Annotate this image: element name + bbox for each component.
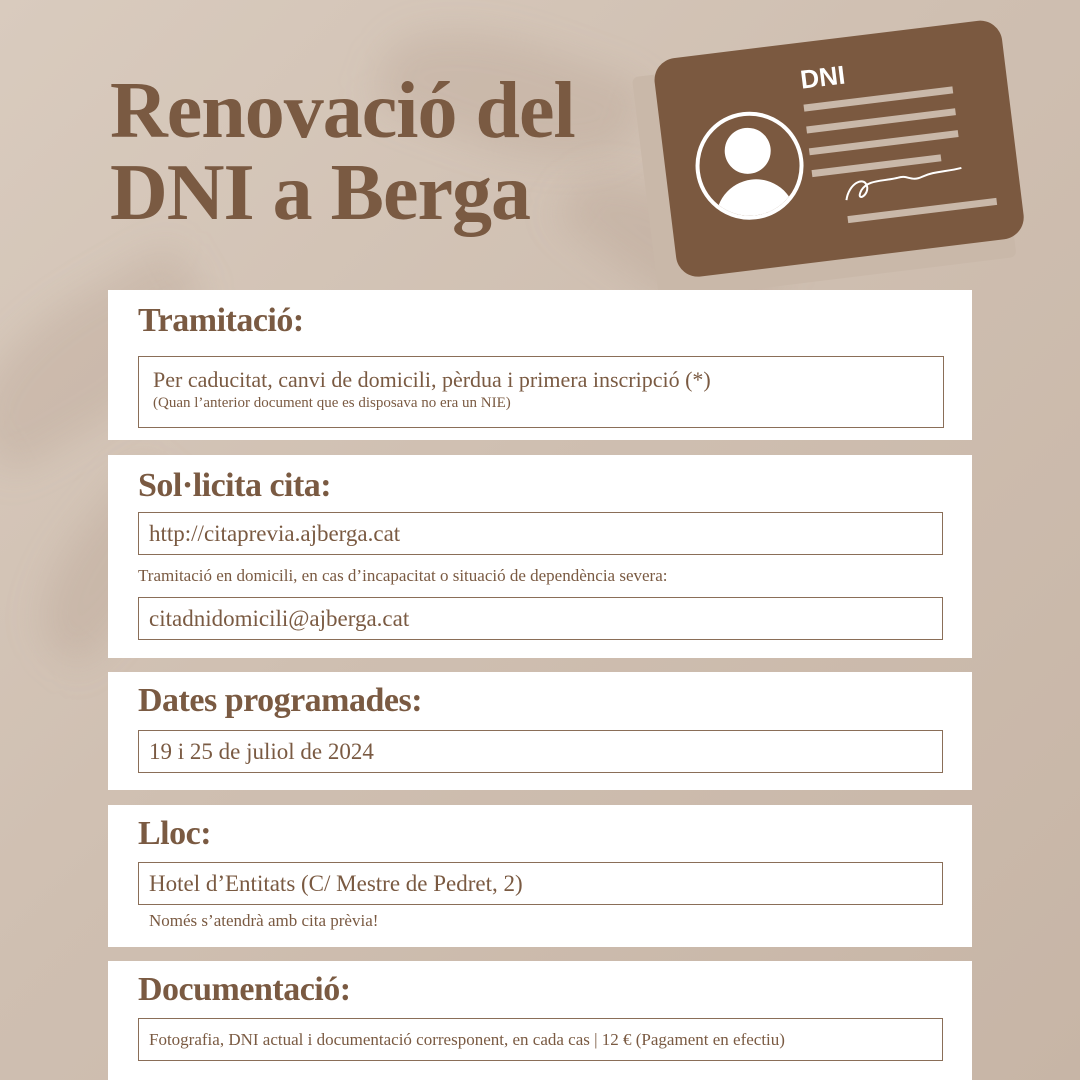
section-heading-dates: Dates programades: bbox=[138, 682, 423, 719]
section-heading-tramitacio: Tramitació: bbox=[138, 302, 304, 339]
cita-url-link[interactable]: http://citaprevia.ajberga.cat bbox=[138, 512, 943, 555]
card-text-line bbox=[809, 130, 959, 155]
section-heading-documentacio: Documentació: bbox=[138, 971, 351, 1008]
card-label: DNI bbox=[798, 59, 847, 95]
dni-card-illustration bbox=[641, 6, 1049, 305]
user-avatar-icon bbox=[689, 106, 809, 226]
tramitacio-text: Per caducitat, canvi de domicili, pèrdua i primera inscripció (*) bbox=[153, 367, 711, 392]
panel-dates bbox=[108, 672, 972, 790]
tramitacio-subtext: (Quan l’anterior document que es disposava no era un NIE) bbox=[153, 395, 511, 411]
cita-domicili-note: Tramitació en domicili, en cas d’incapacitat o situació de dependència severa: bbox=[138, 566, 668, 585]
dni-card bbox=[652, 18, 1026, 279]
page-title-line-2: DNI a Berga bbox=[110, 149, 531, 237]
cita-email-link[interactable]: citadnidomicili@ajberga.cat bbox=[138, 597, 943, 640]
page-title bbox=[110, 67, 575, 237]
lloc-value: Hotel d’Entitats (C/ Mestre de Pedret, 2) bbox=[138, 862, 943, 905]
documentacio-value: Fotografia, DNI actual i documentació corresponent, en cada cas | 12 € (Pagament en efectiu) bbox=[138, 1018, 943, 1061]
panel-tramitacio bbox=[108, 290, 972, 440]
section-heading-lloc: Lloc: bbox=[138, 815, 212, 852]
panel-documentacio bbox=[108, 961, 972, 1080]
panel-cita bbox=[108, 455, 972, 658]
dates-value: 19 i 25 de juliol de 2024 bbox=[138, 730, 943, 773]
section-heading-cita: Sol·licita cita: bbox=[138, 467, 332, 504]
card-text-line bbox=[806, 108, 956, 133]
panel-lloc bbox=[108, 805, 972, 947]
page-title-line-1: Renovació del bbox=[110, 67, 575, 155]
tramitacio-box bbox=[138, 356, 944, 428]
lloc-note: Només s’atendrà amb cita prèvia! bbox=[149, 911, 379, 930]
